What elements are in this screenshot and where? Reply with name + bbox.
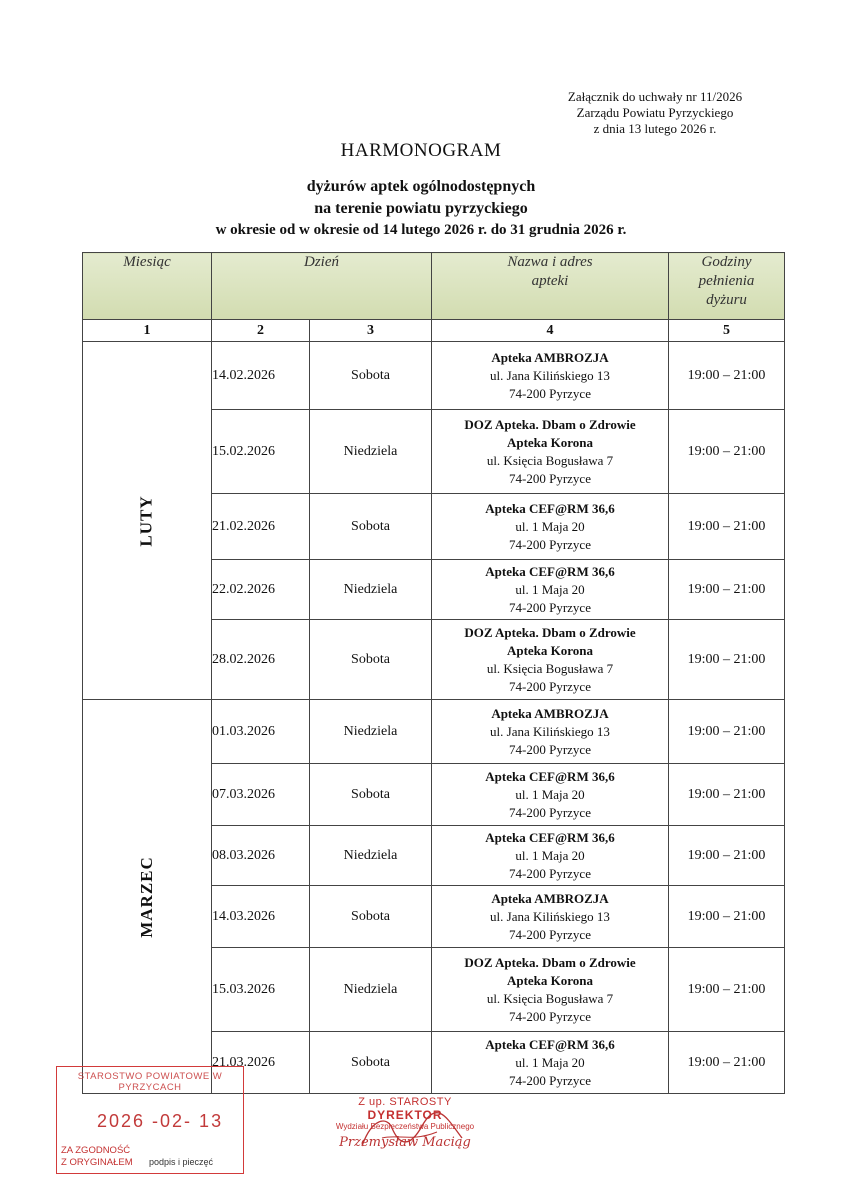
subtitle-line-2: na terenie powiatu pyrzyckiego bbox=[314, 200, 528, 217]
pharmacy-city: 74-200 Pyrzyce bbox=[509, 599, 591, 615]
pharmacy-cell bbox=[432, 826, 669, 886]
pharmacy-city: 74-200 Pyrzyce bbox=[509, 1072, 591, 1088]
month-cell bbox=[83, 700, 212, 1094]
stamp-conformity bbox=[61, 1145, 133, 1169]
stamp-date: 2026 -02- 13 bbox=[97, 1111, 224, 1131]
duty-hours-cell: 19:00 – 21:00 bbox=[669, 560, 785, 620]
pharmacy-street: ul. Księcia Bogusława 7 bbox=[486, 452, 614, 468]
pharmacy-name: Apteka CEF@RM 36,6 bbox=[485, 768, 615, 784]
handwritten-signature-icon bbox=[352, 1108, 472, 1158]
pharmacy-street: ul. 1 Maja 20 bbox=[515, 786, 585, 802]
header-pharmacy-line-2: apteki bbox=[531, 273, 569, 289]
duty-schedule-table bbox=[82, 252, 785, 1094]
pharmacy-name-secondary: Apteka Korona bbox=[506, 972, 594, 988]
pharmacy-cell bbox=[432, 764, 669, 826]
director-line-4: Przemysław Maciąg bbox=[339, 1135, 471, 1150]
column-number-row bbox=[83, 320, 785, 342]
pharmacy-city: 74-200 Pyrzyce bbox=[509, 1008, 591, 1024]
weekday-cell: Sobota bbox=[310, 342, 432, 410]
pharmacy-city: 74-200 Pyrzyce bbox=[509, 470, 591, 486]
duty-hours-cell: 19:00 – 21:00 bbox=[669, 342, 785, 410]
header-day-label: Dzień bbox=[304, 254, 339, 270]
stamp-sign-note: podpis i pieczęć bbox=[149, 1157, 214, 1167]
pharmacy-street: ul. Jana Kilińskiego 13 bbox=[490, 367, 610, 383]
conformity-stamp bbox=[56, 1066, 244, 1174]
stamp-conformity-line-2: Z ORYGINAŁEM bbox=[61, 1157, 133, 1168]
subtitle-line-1: dyżurów aptek ogólnodostępnych bbox=[306, 178, 536, 195]
weekday-cell: Niedziela bbox=[310, 948, 432, 1032]
pharmacy-city: 74-200 Pyrzyce bbox=[509, 741, 591, 757]
column-number: 3 bbox=[310, 320, 432, 342]
column-number: 2 bbox=[212, 320, 310, 342]
stamp-office: STAROSTWO POWIATOWE W PYRZYCACH bbox=[77, 1071, 223, 1093]
date-cell: 15.02.2026 bbox=[212, 410, 310, 494]
annex-line-1: Załącznik do uchwały nr 11/2026 bbox=[567, 89, 743, 104]
date-cell: 15.03.2026 bbox=[212, 948, 310, 1032]
header-hours-line-1: Godziny bbox=[701, 254, 752, 270]
header-pharmacy-line-1: Nazwa i adres bbox=[507, 254, 593, 270]
duty-hours-cell: 19:00 – 21:00 bbox=[669, 494, 785, 560]
pharmacy-street: ul. Księcia Bogusława 7 bbox=[486, 990, 614, 1006]
pharmacy-city: 74-200 Pyrzyce bbox=[509, 536, 591, 552]
subtitle-line-3: w okresie od w okresie od 14 lutego 2026 r. do 31 grudnia 2026 r. bbox=[215, 222, 627, 238]
date-cell: 14.03.2026 bbox=[212, 886, 310, 948]
duty-hours-cell: 19:00 – 21:00 bbox=[669, 620, 785, 700]
weekday-cell: Sobota bbox=[310, 494, 432, 560]
pharmacy-name: Apteka AMBROZJA bbox=[491, 705, 609, 721]
month-label: LUTY bbox=[136, 494, 156, 547]
pharmacy-street: ul. 1 Maja 20 bbox=[515, 518, 585, 534]
header-hours-line-3: dyżuru bbox=[706, 292, 747, 308]
pharmacy-name-secondary: Apteka Korona bbox=[506, 434, 594, 450]
pharmacy-cell bbox=[432, 560, 669, 620]
duty-hours-cell: 19:00 – 21:00 bbox=[669, 948, 785, 1032]
date-cell: 21.03.2026 bbox=[212, 1032, 310, 1094]
director-line-1: Z up. STAROSTY bbox=[358, 1096, 452, 1108]
pharmacy-city: 74-200 Pyrzyce bbox=[509, 926, 591, 942]
pharmacy-street: ul. 1 Maja 20 bbox=[515, 1054, 585, 1070]
weekday-cell: Sobota bbox=[310, 764, 432, 826]
weekday-cell: Sobota bbox=[310, 620, 432, 700]
pharmacy-cell bbox=[432, 342, 669, 410]
schedule-body bbox=[83, 342, 785, 1094]
pharmacy-name: Apteka AMBROZJA bbox=[491, 349, 609, 365]
weekday-cell: Niedziela bbox=[310, 700, 432, 764]
date-cell: 07.03.2026 bbox=[212, 764, 310, 826]
column-number: 5 bbox=[669, 320, 785, 342]
pharmacy-city: 74-200 Pyrzyce bbox=[509, 385, 591, 401]
header-month-label: Miesiąc bbox=[123, 254, 171, 270]
duty-hours-cell: 19:00 – 21:00 bbox=[669, 764, 785, 826]
annex-note bbox=[540, 89, 770, 137]
document-title: HARMONOGRAM bbox=[340, 140, 502, 161]
header-hours bbox=[669, 253, 785, 320]
column-number: 4 bbox=[432, 320, 669, 342]
weekday-cell: Sobota bbox=[310, 886, 432, 948]
pharmacy-name: DOZ Apteka. Dbam o Zdrowie bbox=[464, 954, 636, 970]
pharmacy-street: ul. 1 Maja 20 bbox=[515, 581, 585, 597]
date-cell: 22.02.2026 bbox=[212, 560, 310, 620]
pharmacy-cell bbox=[432, 620, 669, 700]
weekday-cell: Niedziela bbox=[310, 560, 432, 620]
weekday-cell: Niedziela bbox=[310, 826, 432, 886]
pharmacy-cell bbox=[432, 948, 669, 1032]
pharmacy-name: DOZ Apteka. Dbam o Zdrowie bbox=[464, 624, 636, 640]
duty-hours-cell: 19:00 – 21:00 bbox=[669, 886, 785, 948]
weekday-cell: Sobota bbox=[310, 1032, 432, 1094]
pharmacy-name: Apteka CEF@RM 36,6 bbox=[485, 563, 615, 579]
duty-hours-cell: 19:00 – 21:00 bbox=[669, 1032, 785, 1094]
pharmacy-street: ul. 1 Maja 20 bbox=[515, 847, 585, 863]
pharmacy-cell bbox=[432, 494, 669, 560]
pharmacy-street: ul. Księcia Bogusława 7 bbox=[486, 660, 614, 676]
date-cell: 21.02.2026 bbox=[212, 494, 310, 560]
director-line-2: DYREKTOR bbox=[367, 1108, 443, 1122]
pharmacy-cell bbox=[432, 886, 669, 948]
pharmacy-name: Apteka CEF@RM 36,6 bbox=[485, 500, 615, 516]
pharmacy-cell bbox=[432, 410, 669, 494]
pharmacy-name: DOZ Apteka. Dbam o Zdrowie bbox=[464, 416, 636, 432]
pharmacy-cell bbox=[432, 700, 669, 764]
date-cell: 08.03.2026 bbox=[212, 826, 310, 886]
pharmacy-name-secondary: Apteka Korona bbox=[506, 642, 594, 658]
table-header-row bbox=[83, 253, 785, 320]
date-cell: 28.02.2026 bbox=[212, 620, 310, 700]
month-label: MARZEC bbox=[137, 855, 156, 938]
pharmacy-street: ul. Jana Kilińskiego 13 bbox=[490, 908, 610, 924]
table-row bbox=[83, 342, 785, 410]
header-pharmacy bbox=[432, 253, 669, 320]
pharmacy-cell bbox=[432, 1032, 669, 1094]
header-month bbox=[83, 253, 212, 320]
pharmacy-city: 74-200 Pyrzyce bbox=[509, 804, 591, 820]
date-cell: 14.02.2026 bbox=[212, 342, 310, 410]
pharmacy-name: Apteka CEF@RM 36,6 bbox=[485, 829, 615, 845]
pharmacy-street: ul. Jana Kilińskiego 13 bbox=[490, 723, 610, 739]
pharmacy-city: 74-200 Pyrzyce bbox=[509, 865, 591, 881]
month-cell bbox=[83, 342, 212, 700]
pharmacy-city: 74-200 Pyrzyce bbox=[509, 678, 591, 694]
pharmacy-name: Apteka CEF@RM 36,6 bbox=[485, 1036, 615, 1052]
weekday-cell: Niedziela bbox=[310, 410, 432, 494]
annex-line-3: z dnia 13 lutego 2026 r. bbox=[593, 121, 717, 136]
duty-hours-cell: 19:00 – 21:00 bbox=[669, 410, 785, 494]
director-line-3: Wydziału Bezpieczeństwa Publicznego bbox=[335, 1122, 475, 1131]
duty-hours-cell: 19:00 – 21:00 bbox=[669, 700, 785, 764]
header-day bbox=[212, 253, 432, 320]
table-row bbox=[83, 700, 785, 764]
header-hours-line-2: pełnienia bbox=[698, 273, 755, 289]
annex-line-2: Zarządu Powiatu Pyrzyckiego bbox=[576, 105, 734, 120]
date-cell: 01.03.2026 bbox=[212, 700, 310, 764]
pharmacy-name: Apteka AMBROZJA bbox=[491, 890, 609, 906]
stamp-conformity-line-1: ZA ZGODNOŚĆ bbox=[61, 1145, 131, 1156]
column-number: 1 bbox=[83, 320, 212, 342]
duty-hours-cell: 19:00 – 21:00 bbox=[669, 826, 785, 886]
